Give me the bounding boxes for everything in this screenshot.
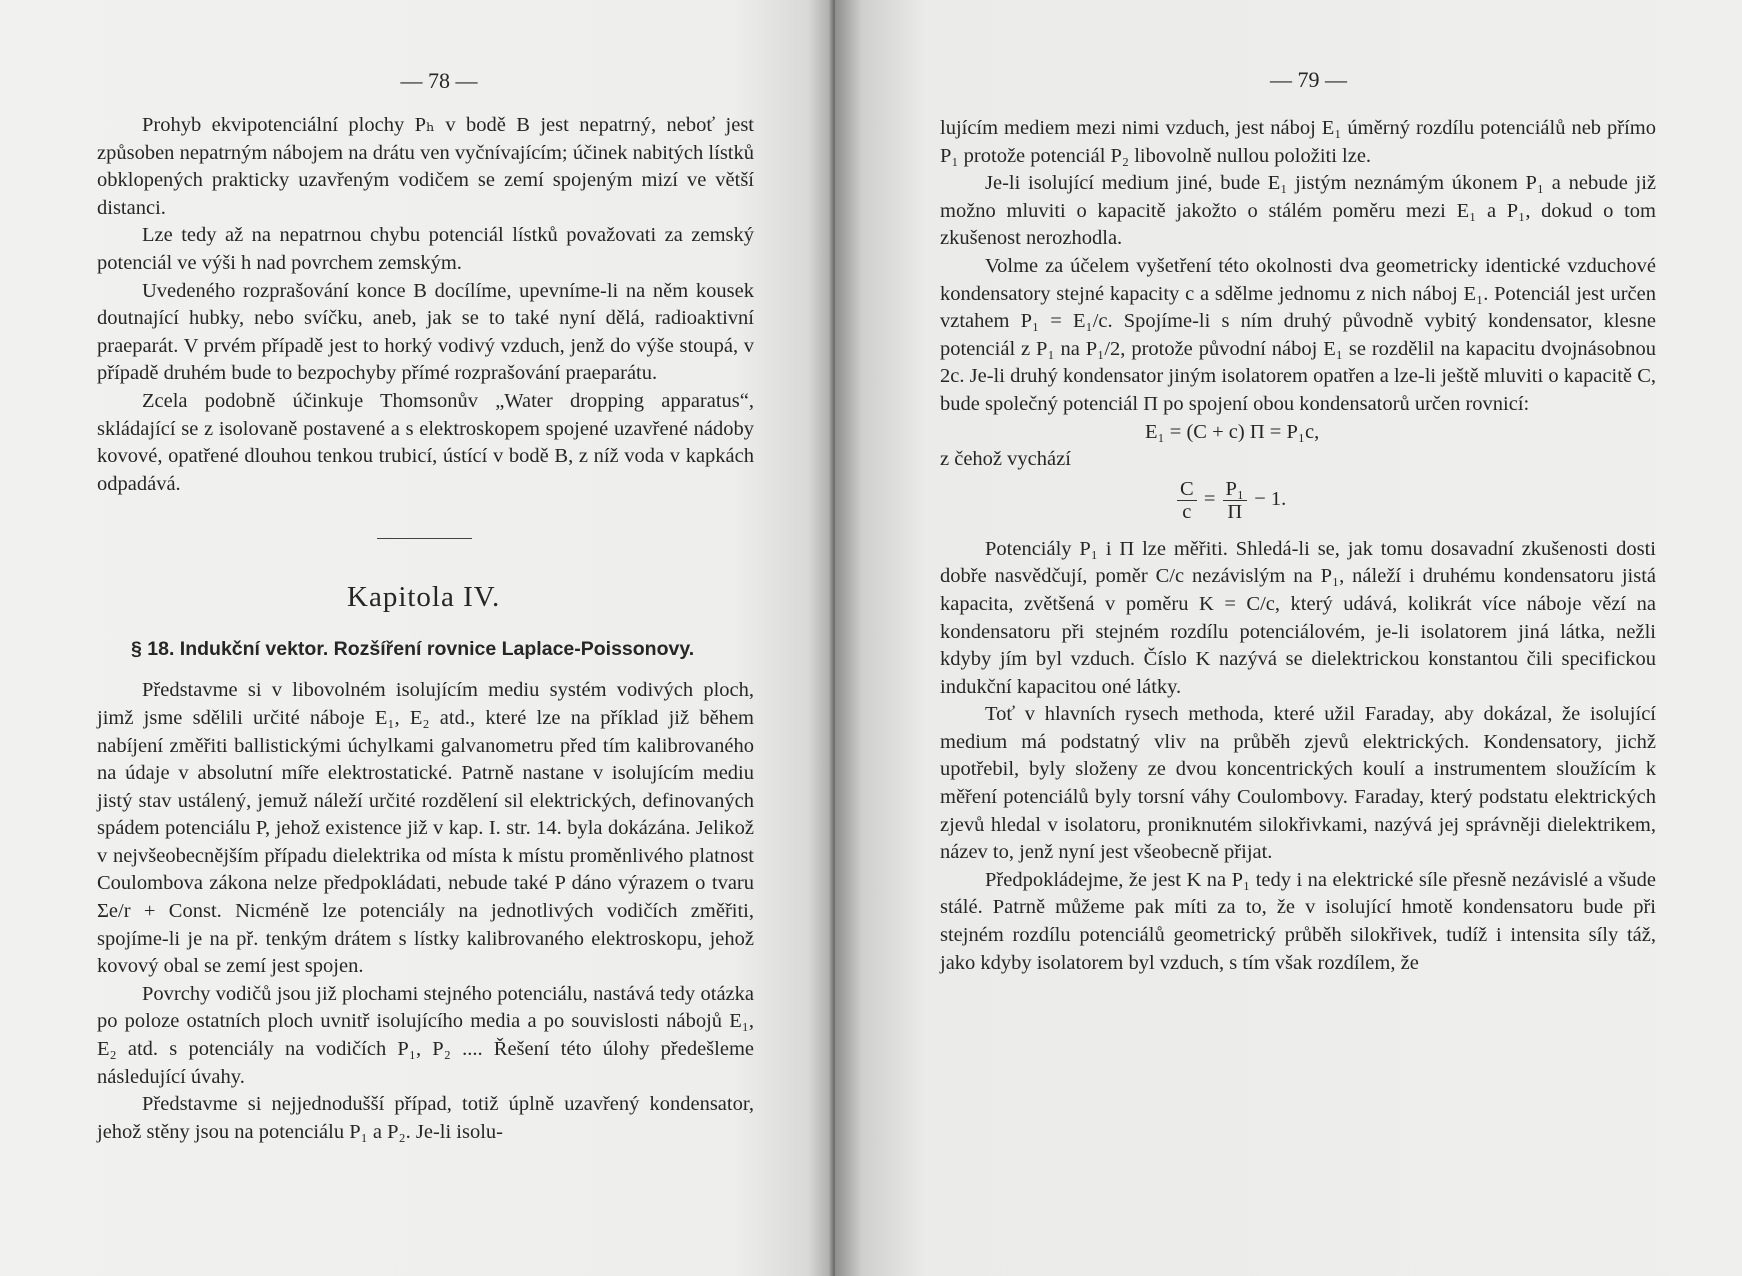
paragraph: Prohyb ekvipotenciální plochy Pₕ v bodě B jest nepatrný, neboť jest způsoben nepatrným nábojem na drátu ven vyčnívajícím; účinek nabitých lístků obklopených prakticky uzavřeným vodičem se zemí spojeným mizí ve větší distanci. <box>97 114 754 219</box>
divider <box>377 538 472 539</box>
fraction <box>1177 478 1197 523</box>
chapter-heading: Kapitola IV. <box>347 581 501 614</box>
right-page <box>835 0 1742 1276</box>
numerator: C <box>1177 478 1197 501</box>
paragraph: Zcela podobně účinkuje Thomsonův „Water dropping apparatus“, skládající se z isolovaně postavené a s elektroskopem spojené uzavřené nádoby kovové, opatřené dlouhou tenkou trubicí, ústící v bodě B, z níž voda v kapkách odpadává. <box>97 389 754 495</box>
left-page <box>0 0 833 1276</box>
paragraph: Předpokládejme, že jest K na P₁ tedy i na elektrické síle přesně nezávislé a všude stálé. Patrně můžeme pak míti za to, že v isolující hmotě kondensatoru bude při stejném rozdílu potenciálů geometrický průběh silokřivek, tudíž i intensita síly táž, jako kdyby isolatorem byl vzduch, s tím však rozdílem, že <box>940 868 1656 974</box>
paragraph: Představme si nejjednodušší případ, totiž úplně uzavřený kondensator, jehož stěny jsou na potenciálu P₁ a P₂. Je-li isolu- <box>97 1093 754 1143</box>
denominator: c <box>1182 500 1192 523</box>
paragraph: z čehož vychází <box>940 448 1071 471</box>
page-number: — 79 — <box>1270 67 1347 92</box>
paragraph: Uvedeného rozprašování konce B docílíme, upevníme-li na něm kousek doutnající hubky, nebo svíčku, aneb, jak se to také nyní dělá, radioaktivní praeparát. V prvém případě jest to horký vodivý vzduch, jenž do výše stoupá, v případě druhém bude to bezpochyby přímé rozprašování praeparátu. <box>97 279 754 385</box>
page-body <box>940 115 1656 977</box>
paragraph: Povrchy vodičů jsou již plochami stejného potenciálu, nastává tedy otázka po poloze ostatních ploch uvnitř isolujícího media a po souvislosti nábojů E₁, E₂ atd. s potenciály na vodičích P₁, P₂ .... Řešení této úlohy předešleme následující úvahy. <box>97 982 754 1088</box>
equation-fraction <box>1175 478 1656 530</box>
fraction <box>1223 478 1248 523</box>
numerator: P₁ <box>1223 478 1248 501</box>
equation-tail: − 1. <box>1254 488 1287 511</box>
paragraph: Volme za účelem vyšetření této okolnosti dva geometricky identické vzduchové kondensatory stejné kapacity c a sdělme jednomu z nich náboj E₁. Potenciál jest určen vztahem P₁ = E₁/c. Spojíme-li s ním druhý původně vybitý kondensator, klesne potenciál z P₁ na P₁/2, protože původní náboj E₁ se rozdělil na kapacitu dvojnásobnou 2c. Je-li druhý kondensator jiným isolatorem opatřen a lze-li ještě mluviti o kapacitě C, bude společný potenciál Π po spojení obou kondensatorů určen rovnicí: <box>940 254 1656 415</box>
equation: E₁ = (C + c) Π = P₁c, <box>1145 420 1320 443</box>
paragraph: lujícím mediem mezi nimi vzduch, jest náboj E₁ úměrný rozdílu potenciálů neb přímo P₁ protože potenciál P₂ libovolně nullou položiti lze. <box>940 117 1656 167</box>
paragraph: Lze tedy až na nepatrnou chybu potenciál lístků považovati za zemský potenciál ve výši h nad povrchem zemským. <box>97 224 754 274</box>
paragraph: Je-li isolující medium jiné, bude E₁ jistým neznámým úkonem P₁ a nebude již možno mluviti o kapacitě jakožto o stálém poměru mezi E₁ a P₁, dokud o tom zkušenost nerozhodla. <box>940 172 1656 250</box>
page-body <box>97 112 754 1146</box>
paragraph: Toť v hlavních rysech methoda, které užil Faraday, aby dokázal, že isolující medium má podstatný vliv na průběh zjevů elektrických. Kondensatory, jichž upotřebil, byly složeny ze dvou koncentrických koulí a instrumentem sloužícím k měření potenciálů byly torsní váhy Coulombovy. Faraday, který podstatu elektrických zjevů hledal v isolatoru, proniknutém silokřivkami, nazývá jej správněji dielektrikem, název to, jenž nyní jest všeobecně přijat. <box>940 703 1656 864</box>
page-number: — 78 — <box>400 68 478 93</box>
paragraph: Představme si v libovolném isolujícím mediu systém vodivých ploch, jimž jsme sdělili určité náboje E₁, E₂ atd., které lze na příklad již během nabíjení změřiti ballistickými úchylkami galvanometru před tím kalibrovaného na údaje v absolutní míře elektrostatické. Patrně nastane v isolujícím mediu jistý stav ustálený, jemuž náleží určité rozdělení sil elektrických, definovaných spádem potenciálu P, jehož existence již v kap. I. str. 14. byla dokázána. Jelikož v nejvšeobecnějším případu dielektrika od místa k místu proměnlivého platnost Coulombova zákona nelze předpokládati, nebude také P dáno výrazem o tvaru Σe/r + Const. Nicméně lze potenciály na jednotlivých vodičích změřiti, spojíme-li je na př. tenkým drátem s lístky kalibrovaného elektroskopu, jehož kovový obal se zemí jest spojen. <box>97 679 754 978</box>
denominator: Π <box>1227 500 1243 523</box>
paragraph: Potenciály P₁ i Π lze měřiti. Shledá-li se, jak tomu dosavadní zkušenosti dosti dobře nasvědčují, poměr C/c nezávislým na P₁, náleží i druhému kondensatoru jistá kapacita, zvětšená v poměru K = C/c, který udává, kolikrát více náboje vězí na kondensatoru při stejném rozdílu potenciálovém, je-li isolatorem jiná látka, nežli kdyby jím byl vzduch. Číslo K nazývá se dielektrickou konstantou čili specifickou indukční kapacitou oné látky. <box>940 537 1656 698</box>
equals-sign: = <box>1203 488 1216 511</box>
section-heading: § 18. Indukční vektor. Rozšíření rovnice Laplace-Poissonovy. <box>131 638 695 661</box>
